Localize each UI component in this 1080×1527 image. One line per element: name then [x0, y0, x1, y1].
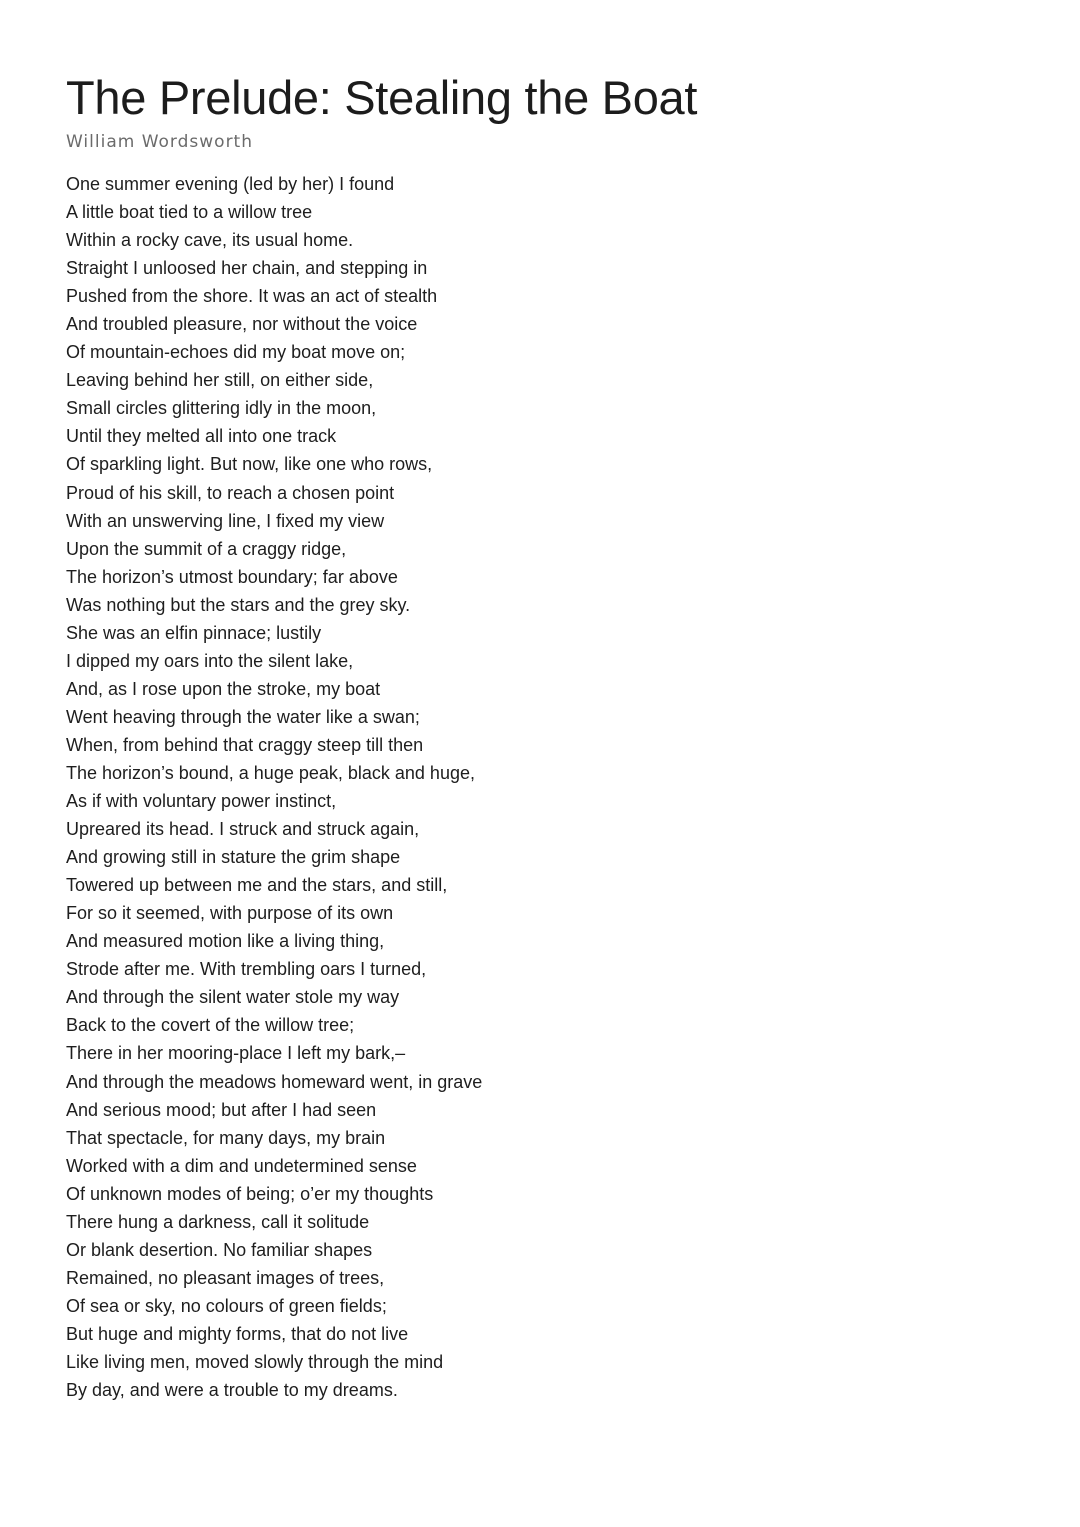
poem-line: And serious mood; but after I had seen — [66, 1099, 377, 1120]
poem-line: Or blank desertion. No familiar shapes — [66, 1239, 373, 1260]
poem-line: One summer evening (led by her) I found — [66, 174, 395, 194]
poem-line: There hung a darkness, call it solitude — [66, 1211, 370, 1232]
poem-line: The horizon’s bound, a huge peak, black and huge, — [66, 762, 475, 783]
poem-line: By day, and were a trouble to my dreams. — [66, 1380, 398, 1401]
poem-body — [66, 170, 1006, 1404]
poem-line: I dipped my oars into the silent lake, — [66, 650, 354, 671]
poem-line: Of sparkling light. But now, like one who rows, — [66, 454, 433, 475]
poem-line: She was an elfin pinnace; lustily — [66, 622, 322, 643]
poem-line: Proud of his skill, to reach a chosen point — [66, 482, 395, 503]
poem-author: William Wordsworth — [66, 132, 253, 152]
poem-line: Towered up between me and the stars, and still, — [66, 875, 448, 896]
poem-line: And through the meadows homeward went, in grave — [66, 1071, 483, 1092]
poem-line: Back to the covert of the willow tree; — [66, 1015, 355, 1036]
poem-line: Upon the summit of a craggy ridge, — [66, 538, 347, 559]
poem-line: Was nothing but the stars and the grey sky. — [66, 594, 411, 615]
poem-line: Small circles glittering idly in the moon, — [66, 398, 377, 419]
poem-line: Straight I unloosed her chain, and stepping in — [66, 258, 428, 279]
poem-line: Went heaving through the water like a swan; — [66, 706, 420, 727]
poem-line: Strode after me. With trembling oars I turned, — [66, 959, 427, 980]
poem-line: And growing still in stature the grim shape — [66, 847, 401, 868]
poem-line: And troubled pleasure, nor without the voice — [66, 314, 418, 335]
poem-line: Like living men, moved slowly through the mind — [66, 1351, 444, 1372]
poem-line: And measured motion like a living thing, — [66, 931, 385, 952]
poem-line: There in her mooring-place I left my bark,– — [66, 1043, 406, 1064]
poem-line: Leaving behind her still, on either side, — [66, 370, 374, 391]
poem-line: When, from behind that craggy steep till then — [66, 734, 424, 755]
poem-line: Upreared its head. I struck and struck again, — [66, 819, 420, 840]
poem-line: A little boat tied to a willow tree — [66, 202, 313, 223]
document-page — [66, 68, 1006, 1404]
poem-line: Remained, no pleasant images of trees, — [66, 1267, 385, 1288]
poem-line: Worked with a dim and undetermined sense — [66, 1155, 417, 1176]
poem-line: Until they melted all into one track — [66, 426, 337, 447]
poem-line: But huge and mighty forms, that do not live — [66, 1323, 409, 1344]
poem-line: And, as I rose upon the stroke, my boat — [66, 678, 381, 699]
poem-line: As if with voluntary power instinct, — [66, 791, 337, 812]
poem-title: The Prelude: Stealing the Boat — [66, 71, 698, 124]
poem-line: Pushed from the shore. It was an act of stealth — [66, 286, 438, 307]
poem-line: That spectacle, for many days, my brain — [66, 1127, 386, 1148]
poem-line: Of unknown modes of being; o’er my thoughts — [66, 1183, 434, 1204]
poem-line: The horizon’s utmost boundary; far above — [66, 566, 398, 587]
poem-line: Of sea or sky, no colours of green fields; — [66, 1295, 387, 1316]
poem-line: With an unswerving line, I fixed my view — [66, 510, 385, 531]
poem-line: Within a rocky cave, its usual home. — [66, 230, 354, 251]
poem-line: Of mountain-echoes did my boat move on; — [66, 342, 406, 363]
poem-line: For so it seemed, with purpose of its own — [66, 903, 394, 924]
poem-line: And through the silent water stole my way — [66, 987, 400, 1008]
